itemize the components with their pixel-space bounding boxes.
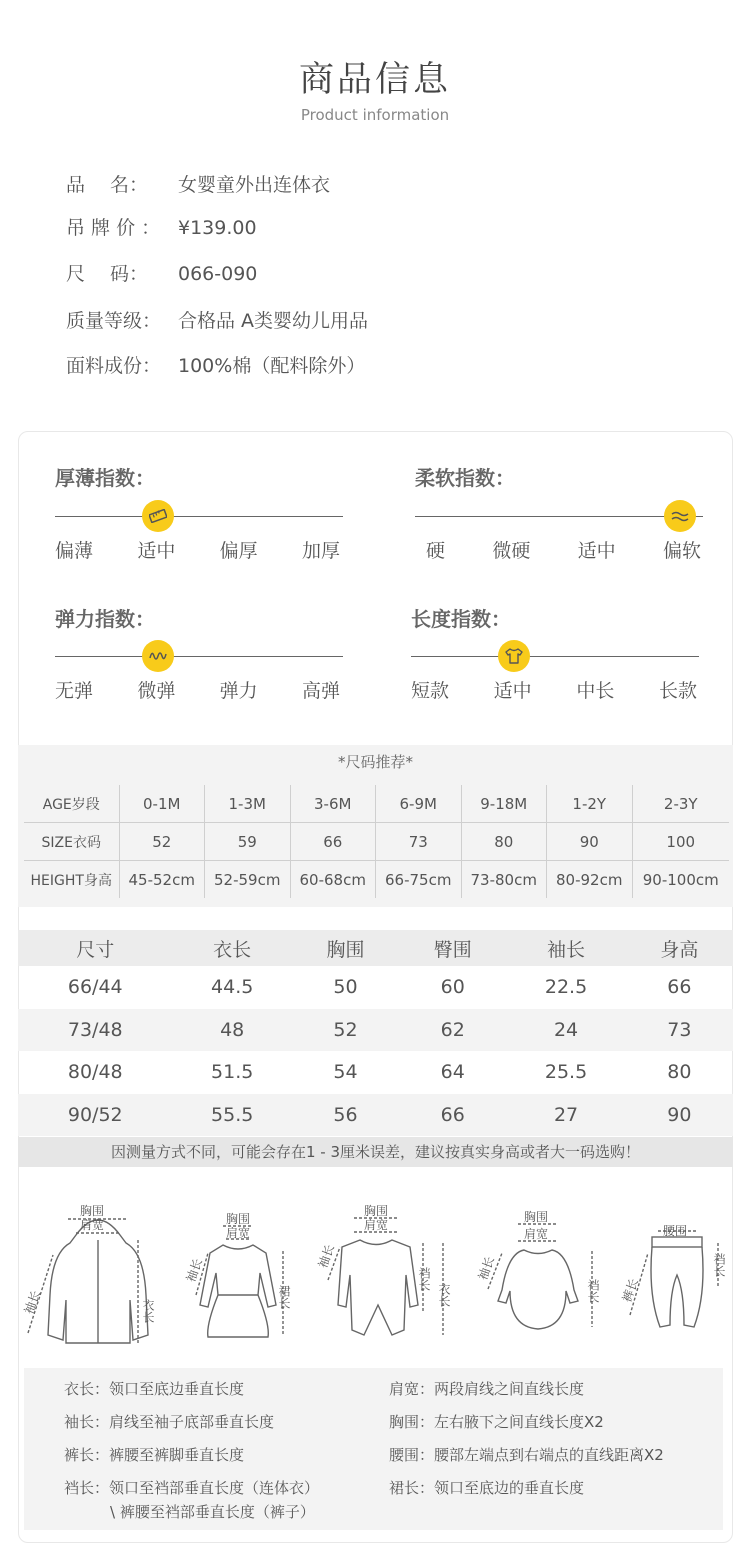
table-cell: 64 <box>440 1061 465 1084</box>
table-cell: 48 <box>173 1009 292 1052</box>
diagram-label: 胸围 <box>80 1204 105 1218</box>
table-row <box>18 1051 733 1094</box>
info-value: 合格品 A类婴幼儿用品 <box>178 310 369 332</box>
index-labels <box>55 676 340 703</box>
diagram-label: 肩宽 <box>226 1226 251 1240</box>
table-cell: 90 <box>626 1094 733 1137</box>
legend-item: 肩宽：两段肩线之间直线长度 <box>389 1380 585 1398</box>
dress-figure <box>196 1226 283 1337</box>
table-cell: 73-80cm <box>461 861 547 899</box>
table-cell: 60 <box>440 976 465 999</box>
info-label: 质量等级： <box>66 310 162 332</box>
diagram-label: 衣长 <box>141 1299 155 1323</box>
table-row <box>18 966 733 1009</box>
diagram-label: 袖长 <box>315 1242 338 1271</box>
index-track <box>55 656 343 657</box>
legend-item: 裤长：裤腰至裤脚垂直长度 <box>64 1446 245 1464</box>
index-track <box>55 516 343 517</box>
table-cell: 66 <box>290 823 376 861</box>
diagram-label: 胸围 <box>226 1212 251 1226</box>
table-cell: 80-92cm <box>547 861 633 899</box>
table-cell: 73 <box>626 1009 733 1052</box>
shirt-icon <box>498 640 530 672</box>
table-cell: 24 <box>506 1009 625 1052</box>
table-cell: 1-2Y <box>547 785 633 823</box>
legend-item: 腰围：腰部左端点到右端点的直线距离X2 <box>389 1446 664 1464</box>
info-row-fabric <box>66 351 365 378</box>
table-cell: 90-100cm <box>642 870 719 889</box>
table-cell: 55.5 <box>173 1094 292 1137</box>
info-label: 尺 码： <box>66 263 149 285</box>
legend-item: 衣长：领口至底边垂直长度 <box>64 1380 245 1398</box>
index-label: 无弹 <box>55 680 94 702</box>
info-value: ¥139.00 <box>178 217 257 239</box>
table-cell: 73 <box>376 823 462 861</box>
index-label: 适中 <box>493 680 532 702</box>
table-cell: 1-3M <box>205 785 291 823</box>
index-label: 长款 <box>658 680 697 702</box>
diagram-label: 肩宽 <box>80 1218 105 1232</box>
diagram-label: 裆长 <box>712 1253 726 1277</box>
table-cell: HEIGHT身高 <box>24 861 119 899</box>
index-title: 厚薄指数： <box>55 466 155 490</box>
garment-diagrams <box>18 1195 733 1355</box>
length-index <box>411 603 511 632</box>
info-value: 女婴童外出连体衣 <box>178 174 331 196</box>
table-row <box>24 861 729 899</box>
table-cell: 80 <box>667 1061 692 1084</box>
diagram-label: 腰围 <box>663 1224 688 1238</box>
index-label: 偏薄 <box>55 540 94 562</box>
table-cell: 50 <box>333 976 358 999</box>
softness-index <box>415 462 515 491</box>
index-labels <box>426 536 701 563</box>
ruler-icon <box>142 500 174 532</box>
diagram-label: 肩宽 <box>364 1218 389 1232</box>
index-title: 弹力指数： <box>55 607 155 631</box>
column-header: 袖长 <box>506 930 625 966</box>
jacket-figure <box>28 1219 148 1345</box>
table-cell: 52 <box>119 823 205 861</box>
info-row-size <box>66 259 257 286</box>
diagram-label: 袖长 <box>475 1254 498 1283</box>
table-row <box>18 1094 733 1137</box>
table-cell: 3-6M <box>290 785 376 823</box>
table-cell: 60-68cm <box>290 861 376 899</box>
index-label: 偏厚 <box>219 540 258 562</box>
size-recommend-title: *尺码推荐* <box>337 753 413 771</box>
column-header: 衣长 <box>173 930 292 966</box>
info-label: 吊 牌 价 ： <box>66 217 161 239</box>
index-label: 弹力 <box>219 680 258 702</box>
table-cell: 45-52cm <box>119 861 205 899</box>
index-track <box>411 656 699 657</box>
table-cell: 44.5 <box>211 976 254 999</box>
table-cell: 66 <box>667 976 692 999</box>
table-cell: 27 <box>506 1094 625 1137</box>
index-label: 适中 <box>137 540 176 562</box>
diagram-label: 袖长 <box>21 1288 44 1317</box>
table-cell: 66/44 <box>67 976 123 999</box>
table-cell: 56 <box>292 1094 399 1137</box>
info-row-quality <box>66 306 368 333</box>
table-cell: 100 <box>632 823 729 861</box>
measure-table <box>18 930 733 1136</box>
info-row-price <box>66 213 257 240</box>
table-cell: 73/48 <box>18 1009 173 1052</box>
page-title: 商品信息 <box>298 60 451 100</box>
table-cell: 9-18M <box>461 785 547 823</box>
table-cell: 6-9M <box>376 785 462 823</box>
column-header: 胸围 <box>292 930 399 966</box>
index-labels <box>55 536 340 563</box>
info-value: 066-090 <box>178 263 258 285</box>
legend-item: 裙长：领口至底边的垂直长度 <box>389 1479 585 1497</box>
diagram-label: 裆长 <box>586 1279 600 1303</box>
index-label: 加厚 <box>301 540 340 562</box>
index-label: 硬 <box>426 540 446 562</box>
diagram-label: 裙长 <box>277 1285 291 1309</box>
table-cell: 66 <box>399 1094 506 1137</box>
diagram-label: 裆长 <box>417 1267 431 1291</box>
index-label: 偏软 <box>662 540 701 562</box>
diagram-label: 胸围 <box>364 1204 389 1218</box>
table-row <box>24 785 729 823</box>
elasticity-index <box>55 603 155 632</box>
index-track <box>415 516 703 517</box>
table-cell: 51.5 <box>211 1061 254 1084</box>
column-header: 身高 <box>626 930 733 966</box>
index-label: 微弹 <box>137 680 176 702</box>
legend-item: 袖长：肩线至袖子底部垂直长度 <box>64 1413 275 1431</box>
index-title: 长度指数： <box>411 607 511 631</box>
table-cell: 90 <box>547 823 633 861</box>
table-cell: 80/48 <box>67 1061 123 1084</box>
table-cell: 0-1M <box>119 785 205 823</box>
table-cell: 25.5 <box>544 1061 588 1084</box>
info-label: 品 名： <box>66 174 149 196</box>
index-label: 中长 <box>576 680 615 702</box>
index-label: 微硬 <box>492 540 531 562</box>
table-cell: 90/52 <box>18 1094 173 1137</box>
table-cell: SIZE衣码 <box>24 823 119 861</box>
column-header: 臀围 <box>399 930 506 966</box>
table-row <box>24 823 729 861</box>
diagram-label: 衣长 <box>437 1283 451 1307</box>
table-cell: AGE岁段 <box>24 785 119 823</box>
spring-icon <box>142 640 174 672</box>
index-label: 高弹 <box>301 680 340 702</box>
legend-item: 裆长：领口至裆部垂直长度（连体衣） <box>64 1479 320 1497</box>
thickness-index <box>55 462 155 491</box>
pants-figure <box>630 1231 718 1327</box>
index-label: 适中 <box>577 540 616 562</box>
table-row <box>18 1009 733 1052</box>
info-row-name <box>66 170 330 197</box>
legend-item: 胸围：左右腋下之间直线长度X2 <box>389 1413 604 1431</box>
diagram-label: 袖长 <box>183 1256 206 1285</box>
diagram-label: 胸围 <box>524 1210 549 1224</box>
wave-icon <box>664 500 696 532</box>
table-cell: 54 <box>333 1061 358 1084</box>
info-value: 100%棉（配料除外） <box>178 355 366 377</box>
table-cell: 59 <box>205 823 291 861</box>
table-cell: 52-59cm <box>205 861 291 899</box>
size-recommend-table <box>24 785 729 898</box>
index-title: 柔软指数： <box>415 466 515 490</box>
table-cell: 22.5 <box>544 976 588 999</box>
diagram-label: 肩宽 <box>524 1227 549 1241</box>
column-header: 尺寸 <box>18 930 173 966</box>
table-cell: 80 <box>461 823 547 861</box>
page-subtitle: Product information <box>300 106 450 124</box>
table-cell: 66-75cm <box>376 861 462 899</box>
index-labels <box>411 676 697 703</box>
index-label: 短款 <box>411 680 450 702</box>
table-cell: 2-3Y <box>632 785 729 823</box>
info-label: 面料成份： <box>66 355 162 377</box>
table-cell: 62 <box>399 1009 506 1052</box>
diagram-label: 裤长 <box>619 1276 642 1305</box>
measurement-note: 因测量方式不同，可能会存在1 - 3厘米误差，建议按真实身高或者大一码选购！ <box>18 1137 733 1167</box>
legend-item: \ 裤腰至裆部垂直长度（裤子） <box>110 1503 315 1521</box>
table-header-row <box>18 930 733 966</box>
table-cell: 52 <box>292 1009 399 1052</box>
